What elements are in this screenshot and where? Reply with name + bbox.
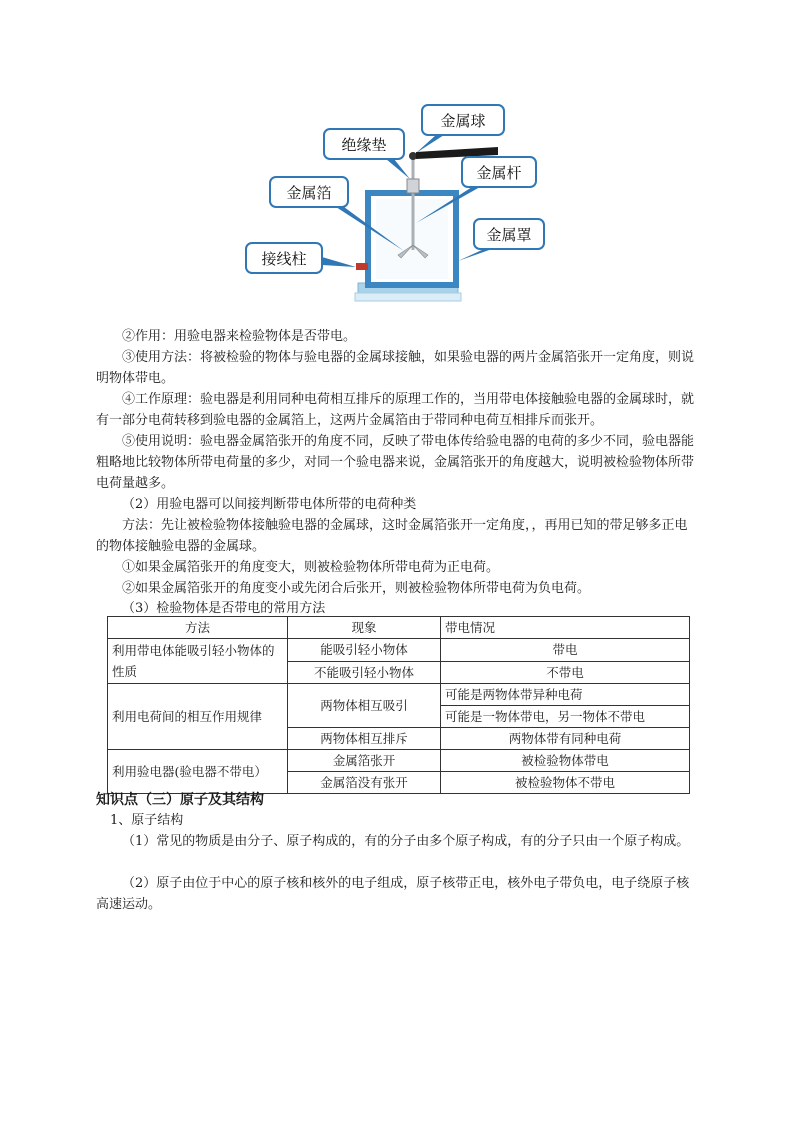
table-row xyxy=(108,750,690,772)
label-insulating-pad: 绝缘垫 xyxy=(341,136,387,154)
paragraph-table-title: （3）检验物体是否带电的常用方法 xyxy=(122,601,326,616)
phenomenon-cell: 金属箔张开 xyxy=(288,750,441,772)
paragraph-notes: ⑤使用说明：验电器金属箔张开的角度不同，反映了带电体传给验电器的电荷的多少不同，验电器能粗略地比较物体所带电荷量的多少，对同一个验电器来说，金属箔张开的角度越大，说明被检验物体所带电荷量越多。 xyxy=(96,434,695,491)
label-metal-cover: 金属罩 xyxy=(486,226,532,244)
insulating-pad xyxy=(407,179,419,193)
header-method: 方法 xyxy=(108,617,288,639)
paragraph-principle: ④工作原理：验电器是利用同种电荷相互排斥的原理工作的，当用带电体接触验电器的金属球时，就有一部分电荷转移到验电器的金属箔上，这两片金属箔由于带同种电荷互相排斥而张开。 xyxy=(96,392,695,428)
metal-ball xyxy=(409,152,417,160)
electroscope-figure xyxy=(240,95,560,315)
phenomenon-cell: 金属箔没有张开 xyxy=(288,772,441,794)
paragraph-atom-structure: （2）原子由位于中心的原子核和核外的电子组成，原子核带正电，核外电子带负电，电子绕原子核高速运动。 xyxy=(96,876,690,912)
paragraph-matter: （1）常见的物质是由分子、原子构成的，有的分子由多个原子构成，有的分子只由一个原子构成。 xyxy=(122,834,690,849)
methods-table xyxy=(107,616,690,794)
method-cell: 利用验电器(验电器不带电） xyxy=(108,750,288,794)
subsection-title: 1、原子结构 xyxy=(110,813,184,828)
header-phenomenon: 现象 xyxy=(288,617,441,639)
method-cell: 利用带电体能吸引轻小物体的性质 xyxy=(108,639,288,684)
paragraph-negative: ②如果金属箔张开的角度变小或先闭合后张开，则被检验物体所带电荷为负电荷。 xyxy=(122,581,591,596)
charge-cell: 带电 xyxy=(441,639,690,662)
phenomenon-cell: 两物体相互吸引 xyxy=(288,684,441,728)
phenomenon-cell: 两物体相互排斥 xyxy=(288,728,441,750)
charge-cell: 不带电 xyxy=(441,661,690,684)
table-row xyxy=(108,639,690,662)
charge-cell: 被检验物体带电 xyxy=(441,750,690,772)
paragraph-function: ②作用：用验电器来检验物体是否带电。 xyxy=(122,329,357,344)
phenomenon-cell: 不能吸引轻小物体 xyxy=(288,661,441,684)
table-header-row xyxy=(108,617,690,639)
charge-cell: 可能是两物体带异种电荷 xyxy=(441,684,690,706)
header-charge-state: 带电情况 xyxy=(441,617,690,639)
label-metal-rod: 金属杆 xyxy=(476,164,522,182)
phenomenon-cell: 能吸引轻小物体 xyxy=(288,639,441,662)
paragraph-positive: ①如果金属箔张开的角度变大，则被检验物体所带电荷为正电荷。 xyxy=(122,560,500,575)
paragraph-method: 方法：先让被检验物体接触验电器的金属球，这时金属箔张开一定角度，，再用已知的带足够多正电的物体接触验电器的金属球。 xyxy=(96,518,688,554)
label-terminal: 接线柱 xyxy=(261,250,307,268)
method-cell: 利用电荷间的相互作用规律 xyxy=(108,684,288,750)
table-row xyxy=(108,684,690,706)
terminal-post xyxy=(356,263,368,270)
charge-cell: 两物体带有同种电荷 xyxy=(441,728,690,750)
charge-cell: 可能是一物体带电，另一物体不带电 xyxy=(441,706,690,728)
section-heading: 知识点（三）原子及其结构 xyxy=(96,792,264,808)
label-metal-ball: 金属球 xyxy=(440,112,486,130)
paragraph-usage: ③使用方法：将被检验的物体与验电器的金属球接触，如果验电器的两片金属箔张开一定角度，则说明物体带电。 xyxy=(96,350,695,386)
label-metal-foil: 金属箔 xyxy=(286,184,332,202)
paragraph-judge-type: （2）用验电器可以间接判断带电体所带的电荷种类 xyxy=(122,497,417,512)
charge-cell: 被检验物体不带电 xyxy=(441,772,690,794)
